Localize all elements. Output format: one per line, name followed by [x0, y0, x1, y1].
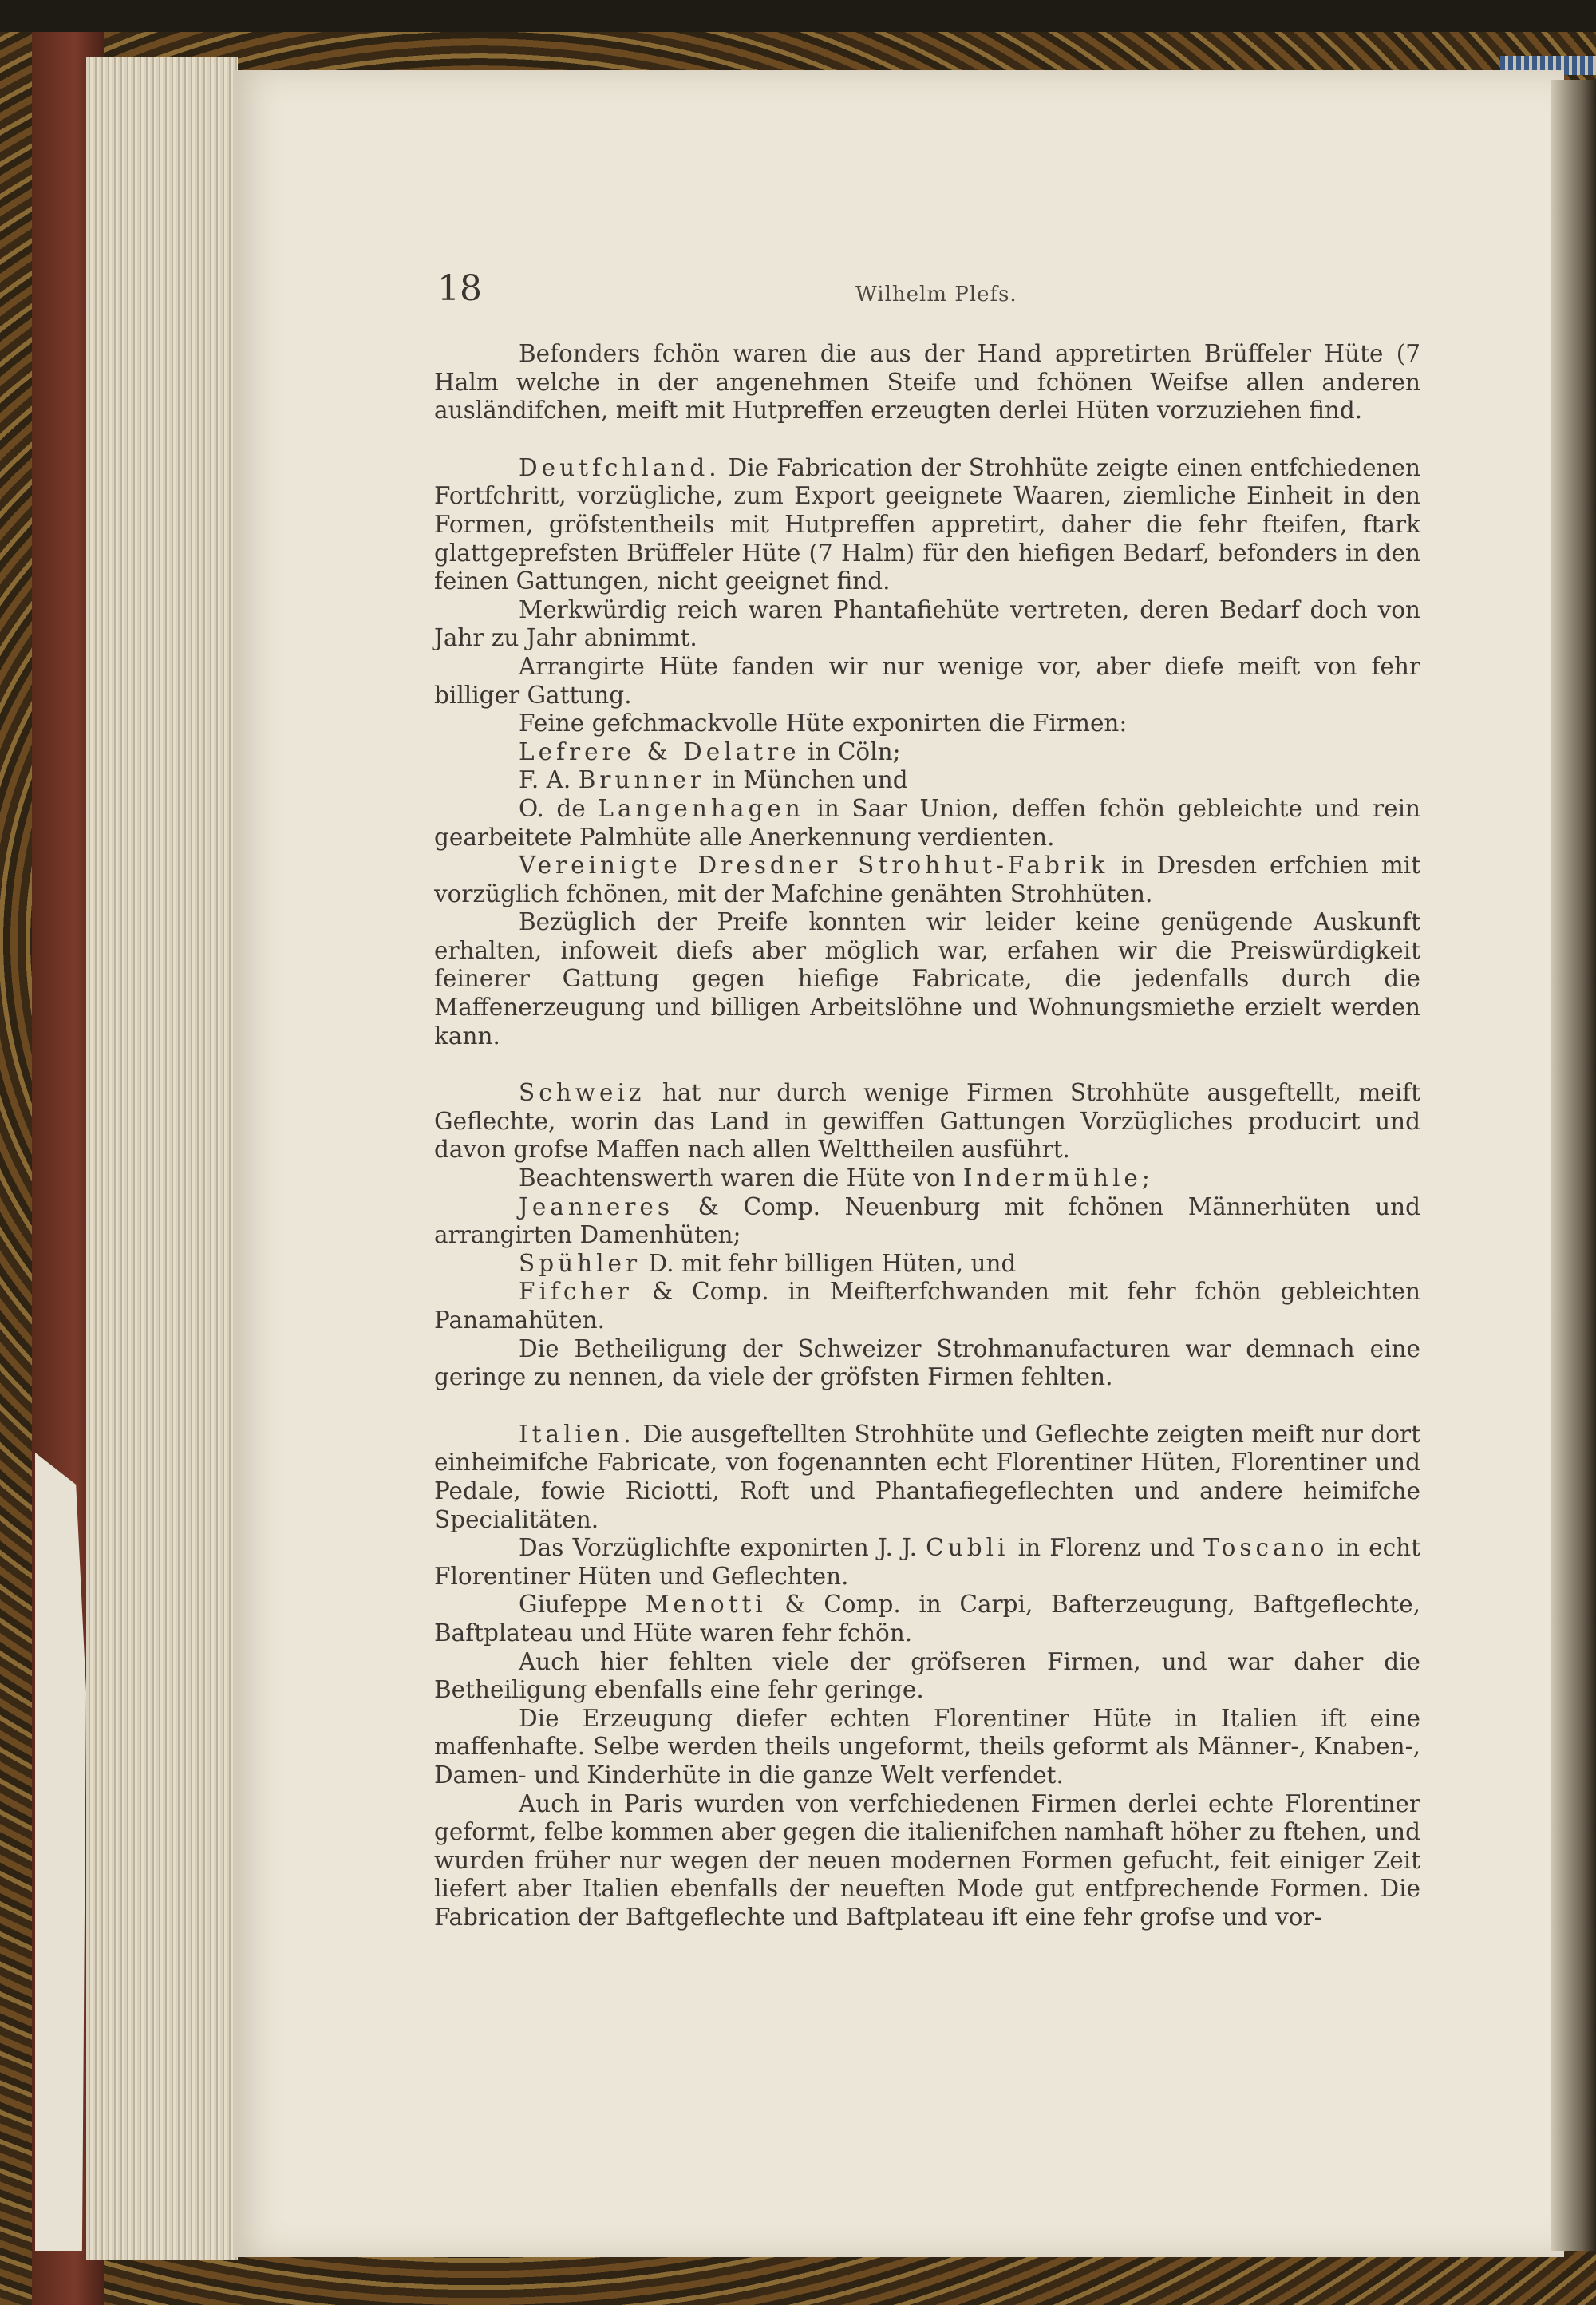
paragraph: [434, 596, 1420, 653]
text-run: O. de: [519, 794, 598, 822]
paragraph: [434, 653, 1420, 710]
running-head: Wilhelm Plefs.: [855, 283, 1017, 306]
text-run: in Cöln;: [800, 737, 901, 765]
paragraph: [434, 710, 1420, 738]
paragraph: [434, 795, 1420, 852]
text-run: in München und: [705, 766, 908, 794]
text-run: & Comp. in Carpi, Bafterzeugung, Baftgeflechte, Baftplateau und Hüte waren fehr fchön.: [434, 1591, 1421, 1647]
paragraph: [434, 1193, 1420, 1250]
spaced-name: Italien.: [519, 1420, 635, 1448]
paragraph-gap: [434, 1050, 1420, 1079]
text-run: Die ausgeftellten Strohhüte und Geflechte zeigten meift nur dort einheimifche Fabricate, von fogenannten echt Florentiner Hüten, Florentiner und Pedale, fowie Riciotti, Roft und Phantafiegeflechten und andere heimifche Specialitäten.: [434, 1420, 1420, 1533]
body-text: [434, 340, 1420, 1931]
text-run: Auch in Paris wurden von verfchiedenen Firmen derlei echte Florentiner geformt, felbe kommen aber gegen die italienifchen namhaft höher zu ftehen, und wurden früher nur wegen der neuen modernen Formen gefucht, feit einiger Zeit liefert aber Italien ebenfalls der neueften Mode gut entfprechende Formen. Die Fabrication der Baftgeflechte und Baftplateau ift eine fehr grofse und vor-: [434, 1789, 1420, 1931]
paragraph: [434, 738, 1420, 767]
text-run: Die Erzeugung diefer echten Florentiner Hüte in Italien ift eine maffenhafte. Selbe werden theils ungeformt, theils geformt als Männer-, Knaben-, Damen- und Kinderhüte in die ganze Welt verfendet.: [434, 1704, 1420, 1789]
text-run: Bezüglich der Preife konnten wir leider keine genügende Auskunft erhalten, infoweit diefs aber möglich war, erfahen wir die Preiswürdigkeit feinerer Gattung gegen hiefige Fabricate, die jedenfalls durch die Maffenerzeugung und billigen Arbeitslöhne und Wohnungsmiethe erzielt werden kann.: [434, 908, 1420, 1050]
paragraph: [434, 1534, 1420, 1591]
spaced-name: Fifcher: [519, 1278, 633, 1306]
torn-paper-slip: [35, 1453, 86, 2251]
spaced-name: Toscano: [1203, 1534, 1329, 1562]
paragraph: [434, 1278, 1420, 1334]
text-run: in Dresden erfchien mit vorzüglich fchönen, mit der Mafchine genähten Strohhüten.: [434, 852, 1421, 907]
text-run: Die Fabrication der Strohhüte zeigte einen entfchiedenen Fortfchritt, vorzügliche, zum Export geeignete Waaren, ziemliche Einheit in den Formen, gröfstentheils mit Hutpreffen appretirt, daher die fehr fteifen, ftark glattgeprefsten Brüffeler Hüte (7 Halm) für den hiefigen Bedarf, befonders in den feinen Gattungen, nicht geeignet find.: [434, 453, 1420, 595]
paragraph: [434, 852, 1420, 908]
spaced-name: Vereinigte Dresdner Strohhut-Fabrik: [519, 852, 1109, 880]
paragraph: [434, 1648, 1420, 1705]
page-number: 18: [437, 268, 482, 309]
paragraph: [434, 1164, 1420, 1193]
spaced-name: Brunner: [578, 766, 706, 794]
paragraph: [434, 1591, 1420, 1647]
text-run: Das Vorzüglichfte exponirten J. J.: [519, 1534, 926, 1562]
text-run: & Comp. Neuenburg mit fchönen Männerhüten und arrangirten Damenhüten;: [434, 1192, 1420, 1249]
paragraph: [434, 908, 1420, 1050]
text-run: Giufeppe: [519, 1591, 646, 1619]
paragraph-gap: [434, 1392, 1420, 1421]
paragraph: [434, 340, 1420, 425]
paragraph: [434, 766, 1420, 795]
text-run: Merkwürdig reich waren Phantafiehüte vertreten, deren Bedarf doch von Jahr zu Jahr abnimmt.: [434, 595, 1420, 652]
text-run: Beachtenswerth waren die Hüte von: [519, 1164, 963, 1192]
spaced-name: Langenhagen: [598, 794, 804, 822]
text-run: ;: [1141, 1164, 1150, 1192]
text-run: in echt Florentiner Hüten und Geflechten.: [434, 1534, 1420, 1590]
text-run: Auch hier fehlten viele der gröfseren Firmen, und war daher die Betheiligung ebenfalls eine fehr geringe.: [434, 1647, 1420, 1704]
text-run: D. mit fehr billigen Hüten, und: [641, 1249, 1017, 1277]
spaced-name: Spühler: [519, 1249, 642, 1277]
gutter-shadow: [1551, 80, 1596, 2251]
text-run: in Saar Union, deffen fchön gebleichte und rein gearbeitete Palmhüte alle Anerkennung verdienten.: [434, 794, 1421, 851]
text-run: Befonders fchön waren die aus der Hand appretirten Brüffeler Hüte (7 Halm welche in der angenehmen Steife und fchönen Weifse allen anderen ausländifchen, meift mit Hutpreffen erzeugten derlei Hüten vorzuziehen find.: [434, 340, 1420, 425]
spaced-name: Lefrere & Delatre: [519, 737, 800, 765]
paragraph: [434, 1790, 1420, 1932]
paragraph: [434, 1250, 1420, 1279]
text-run: Feine gefchmackvolle Hüte exponirten die Firmen:: [519, 710, 1128, 737]
spaced-name: Cubli: [926, 1534, 1009, 1562]
spaced-name: Indermühle: [962, 1164, 1142, 1192]
paragraph: [434, 1079, 1420, 1164]
spaced-name: Deutfchland.: [519, 453, 721, 481]
spaced-name: Schweiz: [519, 1079, 646, 1107]
text-run: Die Betheiligung der Schweizer Strohmanufacturen war demnach eine geringe zu nennen, da viele der gröfsten Firmen fehlten.: [434, 1334, 1420, 1391]
paragraph: [434, 454, 1420, 596]
paragraph: [434, 1421, 1420, 1534]
text-run: in Florenz und: [1009, 1534, 1204, 1562]
text-run: Arrangirte Hüte fanden wir nur wenige vor, aber diefe meift von fehr billiger Gattung.: [434, 652, 1420, 709]
page-edges: [86, 57, 238, 2260]
paragraph-gap: [434, 425, 1420, 454]
text-run: F. A.: [519, 766, 579, 794]
paragraph: [434, 1705, 1420, 1790]
spaced-name: Menotti: [645, 1591, 767, 1619]
text-run: & Comp. in Meifterfchwanden mit fehr fchön gebleichten Panamahüten.: [434, 1278, 1420, 1334]
spaced-name: Jeanneres: [519, 1192, 674, 1220]
paragraph: [434, 1335, 1420, 1392]
text-run: hat nur durch wenige Firmen Strohhüte ausgeftellt, meift Geflechte, worin das Land in gewiffen Gattungen Vorzügliches producirt und davon grofse Maffen nach allen Welttheilen ausführt.: [434, 1079, 1420, 1164]
